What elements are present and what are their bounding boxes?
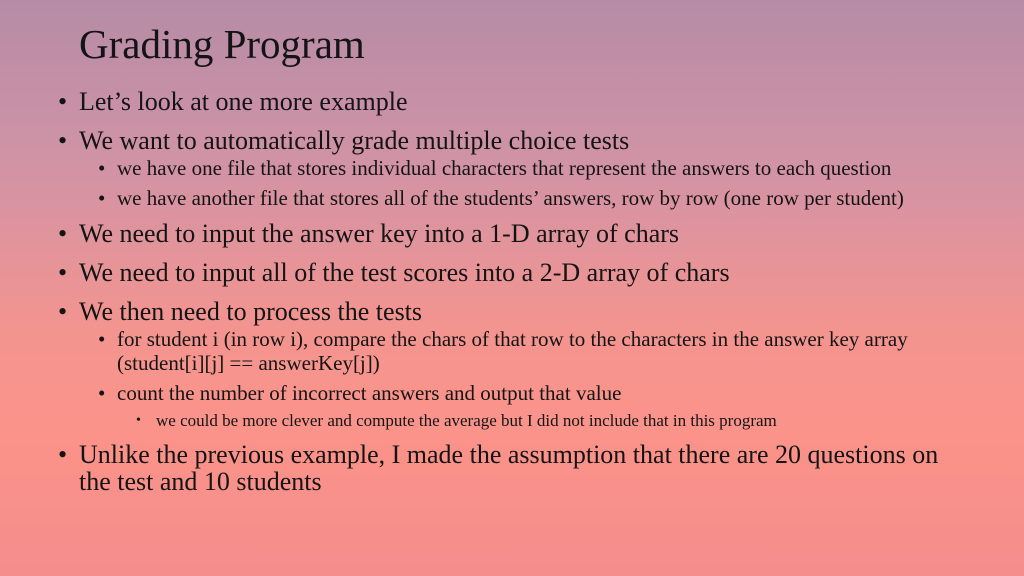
bullet-text: Unlike the previous example, I made the assumption that there are 20 questions on the test and 10 students bbox=[79, 440, 939, 496]
bullet-dot-icon: • bbox=[58, 126, 68, 155]
bullet-dot-icon: • bbox=[136, 413, 141, 428]
bullet-text: We need to input the answer key into a 1-D array of chars bbox=[79, 219, 680, 248]
bullet-dot-icon: • bbox=[58, 440, 68, 469]
bullet-item bbox=[0, 220, 1024, 247]
bullet-dot-icon: • bbox=[58, 297, 68, 326]
bullet-text: We then need to process the tests bbox=[79, 297, 423, 326]
bullet-dot-icon: • bbox=[98, 156, 106, 180]
sub-bullet-item bbox=[0, 156, 1024, 180]
bullet-list bbox=[0, 86, 1024, 495]
bullet-item bbox=[0, 88, 1024, 115]
bullet-item bbox=[0, 127, 1024, 154]
bullet-dot-icon: • bbox=[58, 219, 68, 248]
bullet-text: We want to automatically grade multiple choice tests bbox=[79, 126, 630, 155]
sub-sub-bullet-item bbox=[0, 411, 1024, 431]
bullet-item bbox=[0, 259, 1024, 286]
bullet-text: we have another file that stores all of the students’ answers, row by row (one row per student) bbox=[117, 186, 904, 210]
sub-bullet-item bbox=[0, 381, 1024, 405]
bullet-text: we could be more clever and compute the average but I did not include that in this program bbox=[156, 411, 777, 430]
bullet-text: Let’s look at one more example bbox=[79, 87, 408, 116]
sub-bullet-item bbox=[0, 186, 1024, 210]
sub-bullet-item bbox=[0, 327, 1024, 375]
bullet-dot-icon: • bbox=[98, 327, 106, 351]
bullet-text: we have one file that stores individual characters that represent the answers to each question bbox=[117, 156, 892, 180]
bullet-item bbox=[0, 298, 1024, 325]
bullet-dot-icon: • bbox=[58, 87, 68, 116]
bullet-text: count the number of incorrect answers and output that value bbox=[117, 381, 622, 405]
bullet-text: for student i (in row i), compare the chars of that row to the characters in the answer key array (student[i][j] == answerKey[j]) bbox=[117, 327, 908, 375]
bullet-text: We need to input all of the test scores into a 2-D array of chars bbox=[79, 258, 730, 287]
bullet-dot-icon: • bbox=[98, 186, 106, 210]
slide-title: Grading Program bbox=[79, 21, 365, 67]
bullet-dot-icon: • bbox=[58, 258, 68, 287]
bullet-item bbox=[0, 441, 1024, 495]
bullet-dot-icon: • bbox=[98, 381, 106, 405]
